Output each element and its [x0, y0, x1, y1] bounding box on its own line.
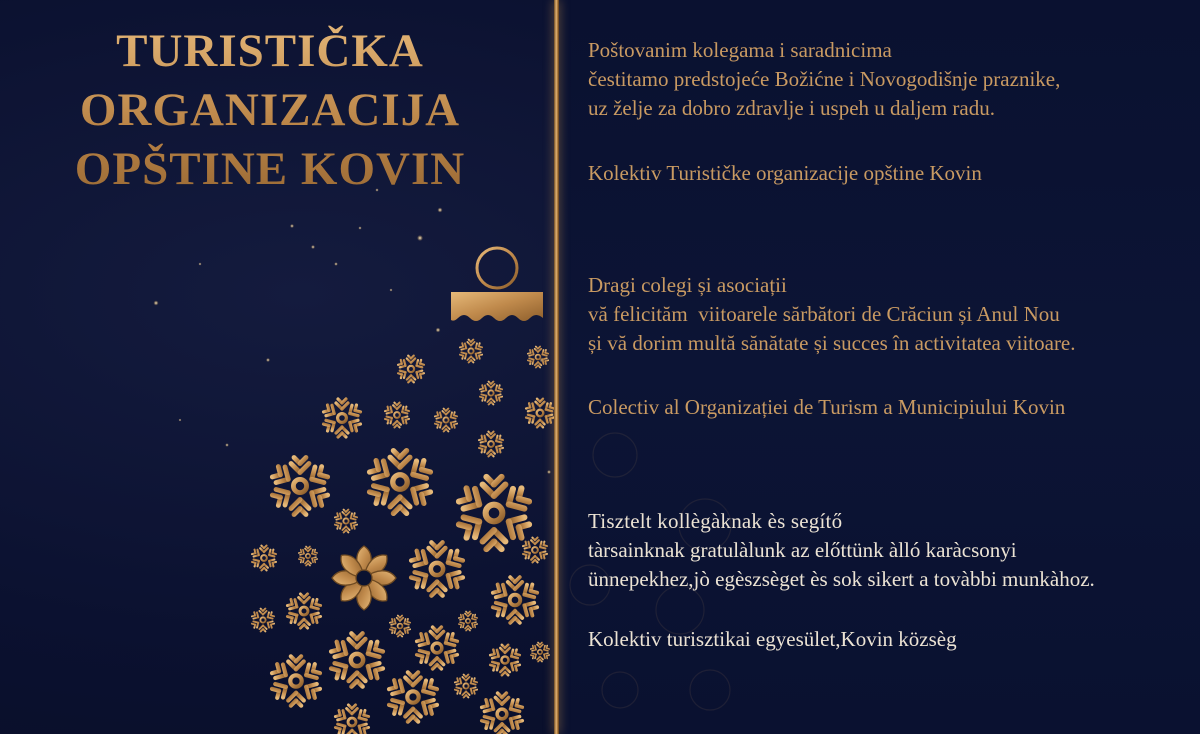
romanian-line-3: și vă dorim multă sănătate și succes în activitatea viitoare.: [588, 331, 1076, 355]
left-panel: [0, 0, 556, 734]
hungarian-line-1: Tisztelt kollègàknak ès segítő: [588, 509, 843, 533]
gold-divider-line: [554, 0, 559, 734]
ornament-ring: [477, 248, 517, 288]
serbian-line-1: Poštovanim kolegama i saradnicima: [588, 38, 892, 62]
hungarian-signature: Kolektiv turisztikai egyesület,Kovin kӧzsèg: [588, 627, 957, 651]
title-line-2: ORGANIZACIJA: [79, 84, 461, 136]
title-line-1: TURISTIČKA: [116, 25, 424, 77]
serbian-line-3: uz želje za dobro zdravlje i uspeh u daljem radu.: [588, 96, 995, 120]
romanian-line-2: vă felicităm viitoarele sărbători de Crăciun și Anul Nou: [588, 302, 1060, 326]
serbian-line-2: čestitamo predstojeće Božićne i Novogodišnje praznike,: [588, 67, 1061, 91]
hungarian-line-3: ünnepekhez,jò egèszsèget ès sok sikert a tovàbbi munkàhoz.: [588, 567, 1095, 591]
romanian-signature: Colectiv al Organizației de Turism a Municipiului Kovin: [588, 395, 1066, 419]
romanian-greeting: [588, 271, 1076, 358]
serbian-greeting: [588, 36, 1060, 123]
ornament-cap: [451, 292, 543, 321]
organization-title: [30, 22, 510, 199]
romanian-line-1: Dragi colegi și asociații: [588, 273, 787, 297]
hungarian-line-2: tàrsainknak gratulàlunk az előttünk àlló karàcsonyi: [588, 538, 1017, 562]
title-line-3: OPŠTINE KOVIN: [74, 143, 466, 195]
snowflake-cluster: [251, 339, 555, 734]
serbian-signature: Kolektiv Turističke organizacije opštine Kovin: [588, 161, 982, 185]
hungarian-greeting: [588, 507, 1095, 594]
